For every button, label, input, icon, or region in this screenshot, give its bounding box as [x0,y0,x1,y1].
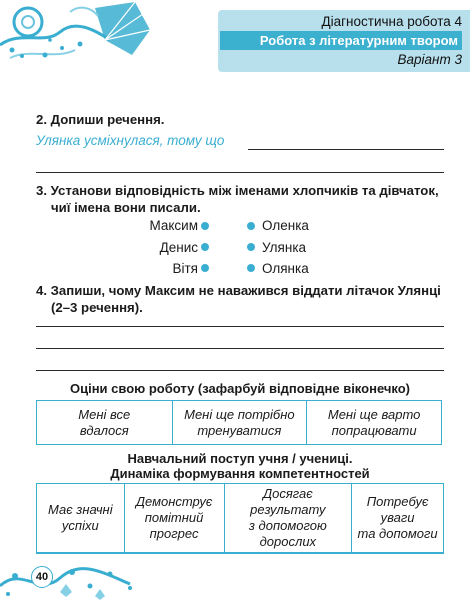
boy-name: Максим [149,218,198,233]
answer-line[interactable] [36,172,444,173]
task-3-title-line2: чиї імена вони писали. [51,200,201,215]
self-assessment-table [36,400,442,445]
progress-level[interactable]: Демонструє помітний прогрес [124,484,224,553]
self-assessment-option[interactable]: Мені ще варто попрацювати [307,401,442,445]
boy-match-dot[interactable] [201,264,209,272]
work-title: Діагностична робота 4 [321,14,462,29]
boy-name: Денис [159,240,198,255]
self-assessment-option[interactable]: Мені все вдалося [37,401,173,445]
progress-heading-line1: Навчальний поступ учня / учениці. [127,451,353,466]
progress-level[interactable]: Потребує уваги та допомоги [352,484,444,553]
girl-name: Улянка [262,240,307,255]
girl-match-dot[interactable] [247,222,255,230]
variant-label: Варіант 3 [397,52,462,67]
girl-match-dot[interactable] [247,264,255,272]
answer-line[interactable] [36,326,444,327]
task-2-prompt: Улянка усміхнулася, тому що [36,133,225,148]
answer-line[interactable] [36,370,444,371]
progress-level[interactable]: Має значні успіхи [37,484,125,553]
self-assessment-heading: Оціни свою роботу (зафарбуй відповідне віконечко) [69,381,410,396]
task-4-title-line1: 4. Запиши, чому Максим не наважився віддати літачок Улянці [36,283,441,298]
task-2-title: 2. Допиши речення. [36,112,165,127]
boy-match-dot[interactable] [201,243,209,251]
task-4-title-line2: (2–3 речення). [51,300,143,315]
progress-heading-line2: Динаміка формування компетентностей [110,466,370,481]
header-banner [218,10,470,72]
decorative-ornament [0,556,150,600]
girl-name: Оленка [262,218,309,233]
self-assessment-option[interactable]: Мені ще потрібно тренуватися [172,401,307,445]
decorative-ornament [0,0,160,70]
girl-name: Олянка [262,261,309,276]
answer-line[interactable] [248,149,444,150]
boy-match-dot[interactable] [201,222,209,230]
answer-line[interactable] [36,348,444,349]
progress-empty-row[interactable] [36,540,444,554]
task-3-title-line1: 3. Установи відповідність між іменами хлопчиків та дівчаток, [36,183,439,198]
work-subtitle: Робота з літературним твором [220,31,462,50]
page-number: 40 [31,566,53,588]
girl-match-dot[interactable] [247,243,255,251]
progress-level[interactable]: Досягає результату з допомогою дорослих [224,484,352,553]
boy-name: Вітя [172,261,198,276]
